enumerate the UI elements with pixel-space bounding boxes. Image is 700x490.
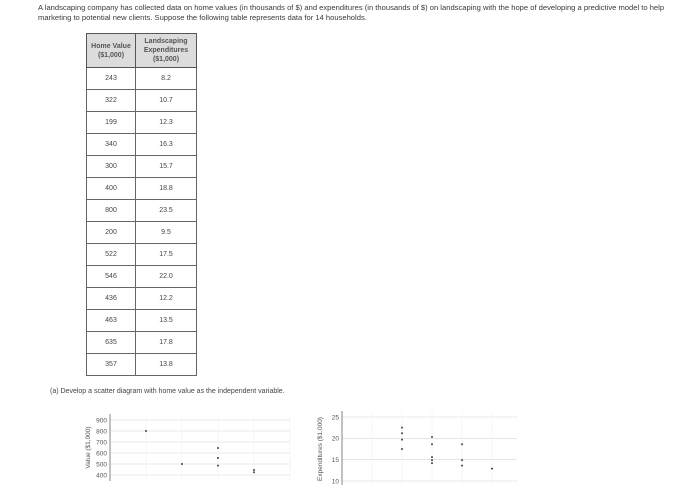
cell-home-value: 463	[87, 310, 136, 332]
home-value-scatter-svg	[82, 410, 297, 485]
cell-home-value: 400	[87, 178, 136, 200]
cell-expenditure: 13.5	[136, 310, 197, 332]
scatter-point	[217, 465, 219, 467]
table-row	[87, 222, 197, 244]
cell-home-value: 522	[87, 244, 136, 266]
table-row	[87, 266, 197, 288]
cell-home-value: 300	[87, 156, 136, 178]
y-tick-label: 800	[96, 428, 107, 436]
scatter-point	[461, 465, 463, 467]
cell-expenditure: 16.3	[136, 134, 197, 156]
scatter-point	[401, 439, 403, 441]
cell-expenditure: 10.7	[136, 90, 197, 112]
cell-expenditure: 8.2	[136, 68, 197, 90]
table-row	[87, 288, 197, 310]
y-tick-label: 900	[96, 417, 107, 425]
table-row	[87, 90, 197, 112]
y-tick-label: 500	[96, 461, 107, 469]
table-row	[87, 200, 197, 222]
cell-expenditure: 9.5	[136, 222, 197, 244]
scatter-point	[431, 456, 433, 458]
cell-home-value: 200	[87, 222, 136, 244]
y-axis-label: Expenditures ($1,000)	[317, 417, 324, 481]
y-tick-label: 25	[331, 414, 339, 422]
scatter-point	[401, 427, 403, 429]
scatter-point	[431, 459, 433, 461]
y-tick-label: 20	[331, 435, 339, 443]
cell-home-value: 436	[87, 288, 136, 310]
scatter-point	[217, 457, 219, 459]
cell-home-value: 322	[87, 90, 136, 112]
scatter-point	[461, 443, 463, 445]
scatter-point	[401, 432, 403, 434]
cell-home-value: 340	[87, 134, 136, 156]
cell-home-value: 546	[87, 266, 136, 288]
y-tick-label: 15	[331, 456, 339, 464]
y-axis-label: Value ($1,000)	[85, 426, 92, 469]
column-header-expenditures: Landscaping Expenditures ($1,000)	[136, 34, 197, 68]
cell-expenditure: 12.2	[136, 288, 197, 310]
table-row	[87, 68, 197, 90]
scatter-point	[491, 468, 493, 470]
cell-expenditure: 15.7	[136, 156, 197, 178]
problem-statement: A landscaping company has collected data on home values (in thousands of $) and expenditures (in thousands of $) on landscaping with the hope of developing a predictive model to help marketing to potential new clients. Suppose the following table represents data for 14 households.	[38, 3, 665, 22]
home-value-scatter-plot	[82, 410, 297, 490]
table-row	[87, 332, 197, 354]
cell-expenditure: 22.0	[136, 266, 197, 288]
cell-expenditure: 23.5	[136, 200, 197, 222]
cell-home-value: 357	[87, 354, 136, 376]
scatter-point	[431, 462, 433, 464]
table-row	[87, 244, 197, 266]
scatter-point	[401, 448, 403, 450]
y-tick-label: 600	[96, 450, 107, 458]
scatter-point	[217, 447, 219, 449]
column-header-home-value: Home Value ($1,000)	[87, 34, 136, 68]
cell-home-value: 800	[87, 200, 136, 222]
table-header-row	[87, 34, 197, 68]
cell-expenditure: 18.8	[136, 178, 197, 200]
expenditures-scatter-plot	[312, 405, 522, 490]
table-row	[87, 134, 197, 156]
scatter-point	[145, 430, 147, 432]
question-a: (a) Develop a scatter diagram with home value as the independent variable.	[50, 388, 285, 395]
cell-expenditure: 17.5	[136, 244, 197, 266]
scatter-point	[431, 436, 433, 438]
scatter-point	[461, 459, 463, 461]
cell-expenditure: 17.8	[136, 332, 197, 354]
y-tick-label: 400	[96, 472, 107, 480]
scatter-point	[431, 443, 433, 445]
expenditures-scatter-svg	[312, 405, 522, 485]
table-row	[87, 178, 197, 200]
cell-expenditure: 12.3	[136, 112, 197, 134]
scatter-point	[253, 471, 255, 473]
scatter-point	[253, 469, 255, 471]
data-table	[86, 33, 197, 376]
y-tick-label: 10	[331, 478, 339, 485]
table-row	[87, 354, 197, 376]
table-row	[87, 156, 197, 178]
cell-home-value: 635	[87, 332, 136, 354]
cell-home-value: 243	[87, 68, 136, 90]
y-tick-label: 700	[96, 439, 107, 447]
table-row	[87, 112, 197, 134]
scatter-point	[181, 463, 183, 465]
cell-expenditure: 13.8	[136, 354, 197, 376]
table-row	[87, 310, 197, 332]
cell-home-value: 199	[87, 112, 136, 134]
